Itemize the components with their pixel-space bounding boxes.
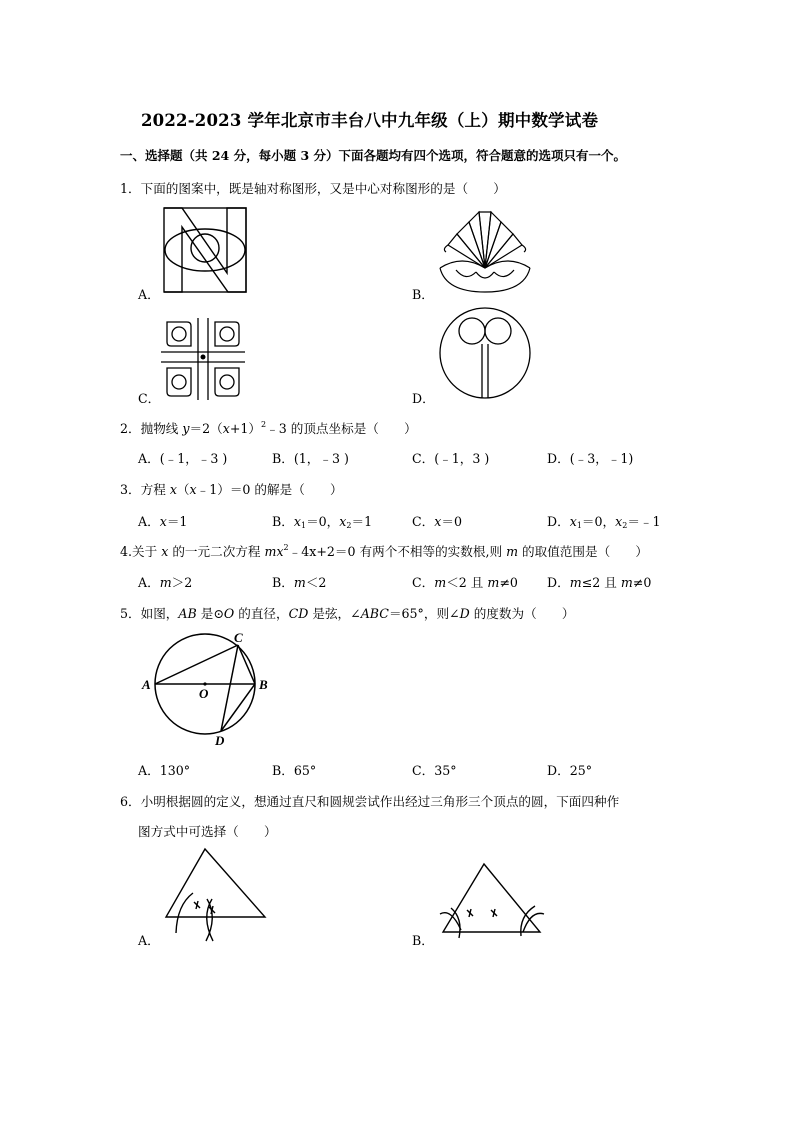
q5-point-a: A <box>142 677 151 692</box>
opt-sub: 2 <box>346 521 352 530</box>
question-3-stem <box>120 479 343 498</box>
question-5-stem <box>120 603 574 622</box>
q3-option-a <box>138 511 187 530</box>
q1-option-d-label: D． <box>412 391 435 406</box>
q4-text: ﹣4x+2＝0 有两个不相等的实数根,则 <box>288 544 507 559</box>
opt-text: ＜2 且 <box>446 575 488 590</box>
q3-option-c <box>412 511 462 530</box>
opt-text: ＝1 <box>351 514 373 529</box>
q3-option-d <box>547 511 661 530</box>
q4-text: 的取值范围是（ ） <box>518 544 648 559</box>
q5-option-a: A．130° <box>138 763 191 778</box>
opt-sub: 2 <box>622 521 628 530</box>
opt-letter: C． <box>412 575 435 590</box>
opt-sub: 1 <box>576 521 582 530</box>
q4-var-x: x <box>161 544 169 559</box>
q2-option-d: D．(﹣3，﹣1) <box>547 451 634 466</box>
q6-construction-a <box>163 847 268 943</box>
q1-figure-d <box>438 306 532 400</box>
q4-var-m: m <box>506 544 519 559</box>
opt-text: ≠0 <box>632 575 652 590</box>
opt-var: x <box>615 514 623 529</box>
question-6-line-1: 6．小明根据圆的定义，想通过直尺和圆规尝试作出经过三角形三个顶点的圆，下面四种作 <box>120 794 620 809</box>
q6-option-b-label: B． <box>412 933 434 948</box>
q5-circle-figure <box>130 628 280 752</box>
q5-point-o: O <box>199 686 209 701</box>
q4-option-a <box>138 572 192 591</box>
opt-var: m <box>620 575 633 590</box>
opt-text: ＝0， <box>581 514 616 529</box>
q5-text: 5．如图， <box>120 606 179 621</box>
opt-var: m <box>293 575 306 590</box>
opt-var: m <box>487 575 500 590</box>
q1-option-a-label: A． <box>138 287 160 302</box>
opt-text: ＝0 <box>441 514 462 529</box>
page-title: 2022-2023 学年北京市丰台八中九年级（上）期中数学试卷 <box>141 111 599 130</box>
opt-text: ＝﹣1 <box>627 514 661 529</box>
q2-text: 2．抛物线 <box>120 421 183 436</box>
q4-option-b <box>272 572 326 591</box>
q2-text: ＝2（ <box>189 421 223 436</box>
question-2-stem <box>120 418 417 437</box>
opt-var: x <box>569 514 577 529</box>
section-header: 一、选择题（共 24 分，每小题 3 分）下面各题均有四个选项，符合题意的选项只有一个。 <box>120 148 627 163</box>
q1-option-c-label: C． <box>138 391 161 406</box>
q5-option-c: C．35° <box>412 763 457 778</box>
opt-var: x <box>434 514 442 529</box>
opt-text: ＝0， <box>306 514 340 529</box>
q5-text: 的度数为（ ） <box>469 606 575 621</box>
opt-var: m <box>434 575 447 590</box>
opt-var: x <box>293 514 301 529</box>
q5-var: D <box>459 606 470 621</box>
q4-option-c <box>412 572 518 591</box>
q5-point-d: D <box>215 733 225 748</box>
q4-text: 的一元二次方程 <box>168 544 265 559</box>
opt-text: ＝1 <box>166 514 188 529</box>
q5-option-b: B．65° <box>272 763 317 778</box>
question-4-stem <box>120 541 648 560</box>
q1-figure-a <box>163 207 247 293</box>
q2-text: ﹣3 的顶点坐标是（ ） <box>266 421 417 436</box>
opt-letter: B． <box>272 575 294 590</box>
q1-option-b-label: B． <box>412 287 434 302</box>
q3-option-b <box>272 511 372 530</box>
opt-letter: A． <box>138 575 160 590</box>
q4-var-mx: mx <box>264 544 284 559</box>
q5-point-b: B <box>259 677 268 692</box>
opt-letter: A． <box>138 514 160 529</box>
q4-text: 4.关于 <box>120 544 162 559</box>
opt-var: x <box>339 514 347 529</box>
opt-letter: C． <box>412 514 435 529</box>
q5-text: 是弦，∠ <box>308 606 361 621</box>
q6-option-a-label: A． <box>138 933 160 948</box>
q5-var: ABC <box>360 606 389 621</box>
opt-letter: D． <box>547 514 570 529</box>
q5-text: 是⊙ <box>196 606 224 621</box>
q1-figure-b <box>436 208 534 298</box>
q5-text: 的直径， <box>234 606 289 621</box>
q2-var-x: x <box>222 421 230 436</box>
opt-text: ＞2 <box>171 575 193 590</box>
q3-text: 3．方程 <box>120 482 170 497</box>
opt-sub: 1 <box>300 521 307 530</box>
question-6-line-2: 图方式中可选择（ ） <box>138 824 277 839</box>
q2-text: +1） <box>229 421 262 436</box>
q3-var-x: x <box>169 482 177 497</box>
opt-var: m <box>159 575 172 590</box>
q2-option-b: B．(1，﹣3 ) <box>272 451 349 466</box>
q1-figure-c <box>161 318 245 400</box>
q3-var-x: x <box>189 482 197 497</box>
question-1-stem: 1．下面的图案中，既是轴对称图形，又是中心对称图形的是（ ） <box>120 181 506 196</box>
opt-var: m <box>569 575 582 590</box>
q6-construction-b <box>437 862 547 942</box>
opt-letter: D． <box>547 575 570 590</box>
opt-text: ≠0 <box>499 575 518 590</box>
q4-option-d <box>547 572 651 591</box>
opt-text: ≤2 且 <box>581 575 621 590</box>
q3-text: （ <box>176 482 190 497</box>
q2-option-a: A．(﹣1，﹣3 ) <box>138 451 228 466</box>
q5-option-d: D．25° <box>547 763 593 778</box>
opt-var: x <box>159 514 167 529</box>
q2-exponent: 2 <box>261 420 267 429</box>
q2-var-y: y <box>182 421 190 436</box>
q5-var: O <box>223 606 235 621</box>
q5-text: ＝65°，则∠ <box>388 606 460 621</box>
opt-letter: B． <box>272 514 294 529</box>
q5-var: AB <box>178 606 197 621</box>
q4-exponent: 2 <box>283 543 289 552</box>
q5-var: CD <box>288 606 309 621</box>
opt-text: ＜2 <box>305 575 327 590</box>
q2-option-c: C．(﹣1，3 ) <box>412 451 490 466</box>
q3-text: ﹣1）＝0 的解是（ ） <box>196 482 343 497</box>
q5-point-c: C <box>234 630 243 645</box>
